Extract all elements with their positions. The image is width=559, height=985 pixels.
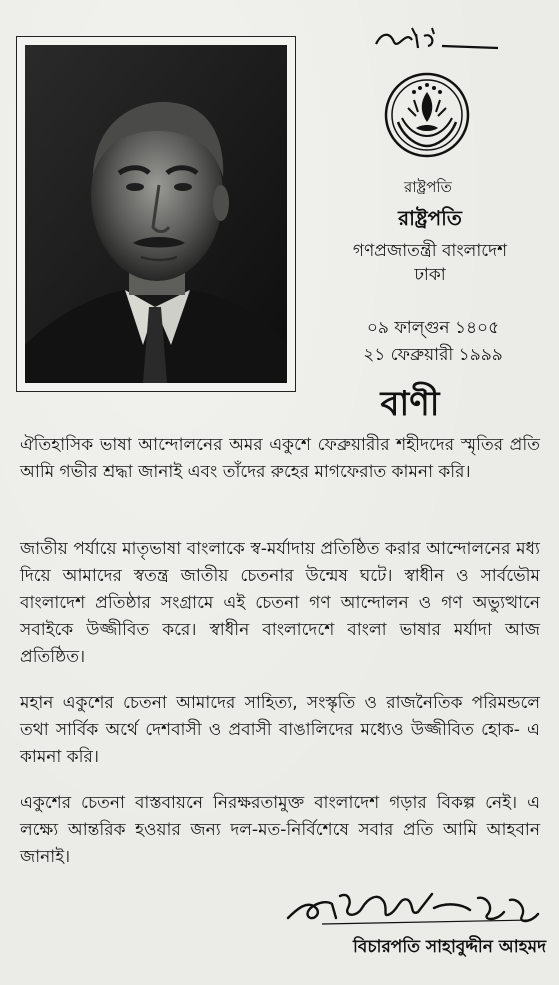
country-name: গণপ্রজাতন্ত্রী বাংলাদেশ: [352, 241, 508, 261]
date-gregorian: ২১ ফেব্রুয়ারী ১৯৯৯: [363, 345, 503, 365]
handwritten-signature: [282, 878, 544, 932]
message-paragraph-2: জাতীয় পর্যায়ে মাতৃভাষা বাংলাকে স্ব-মর্যাদায় প্রতিষ্ঠিত করার আন্দোলনের মধ্য দিয়ে আমাদের স্বতন্ত্র জাতীয় চেতনার উন্মেষ ঘটে। স্বাধীন ও সার্বভৌম বাংলাদেশ প্রতিষ্ঠার সংগ্রামে এই চেতনা গণ আন্দোলন ও গণ অভ্যুত্থানে সবাইকে উজ্জীবিত করে। স্বাধীন বাংলাদেশে বাংলা ভাষার মর্যাদা আজ প্রতিষ্ঠিত।: [20, 539, 540, 667]
city-name: ঢাকা: [414, 265, 446, 285]
portrait-frame: [16, 36, 296, 392]
message-paragraph-4: একুশের চেতনা বাস্তবায়নে নিরক্ষরতামুক্ত বাংলাদেশ গড়ার বিকল্প নেই। এ লক্ষ্যে আন্তরিক হওয়ার জন্য দল-মত-নির্বিশেষে সবার প্রতি আমি আহবান জানাই।: [20, 793, 540, 867]
message-paragraph-3: মহান একুশের চেতনা আমাদের সাহিত্য, সংস্কৃতি ও রাজনৈতিক পরিমন্ডলে তথা সার্বিক অর্থে দেশবাসী ও প্রবাসী বাঙালিদের মধ্যেও উজ্জীবিত হোক- এ কামনা করি।: [20, 693, 540, 767]
message-heading: বাণী: [380, 384, 440, 424]
date-bangla: ০৯ ফাল্গুন ১৪০৫: [366, 318, 500, 338]
handwritten-note: [372, 22, 502, 56]
office-title: রাষ্ট্রপতি: [398, 206, 462, 230]
national-emblem-icon: [384, 72, 470, 158]
portrait-photo: [25, 45, 287, 383]
signer-name: বিচারপতি সাহাবুদ্দীন আহমদ: [353, 937, 546, 957]
message-paragraph-1: ঐতিহাসিক ভাষা আন্দোলনের অমর একুশে ফেব্রুয়ারীর শহীদদের স্মৃতির প্রতি আমি গভীর শ্রদ্ধা জানাই এবং তাঁদের রুহের মাগফেরাত কামনা করি।: [20, 435, 540, 482]
emblem-caption: রাষ্ট্রপতি: [404, 178, 452, 196]
